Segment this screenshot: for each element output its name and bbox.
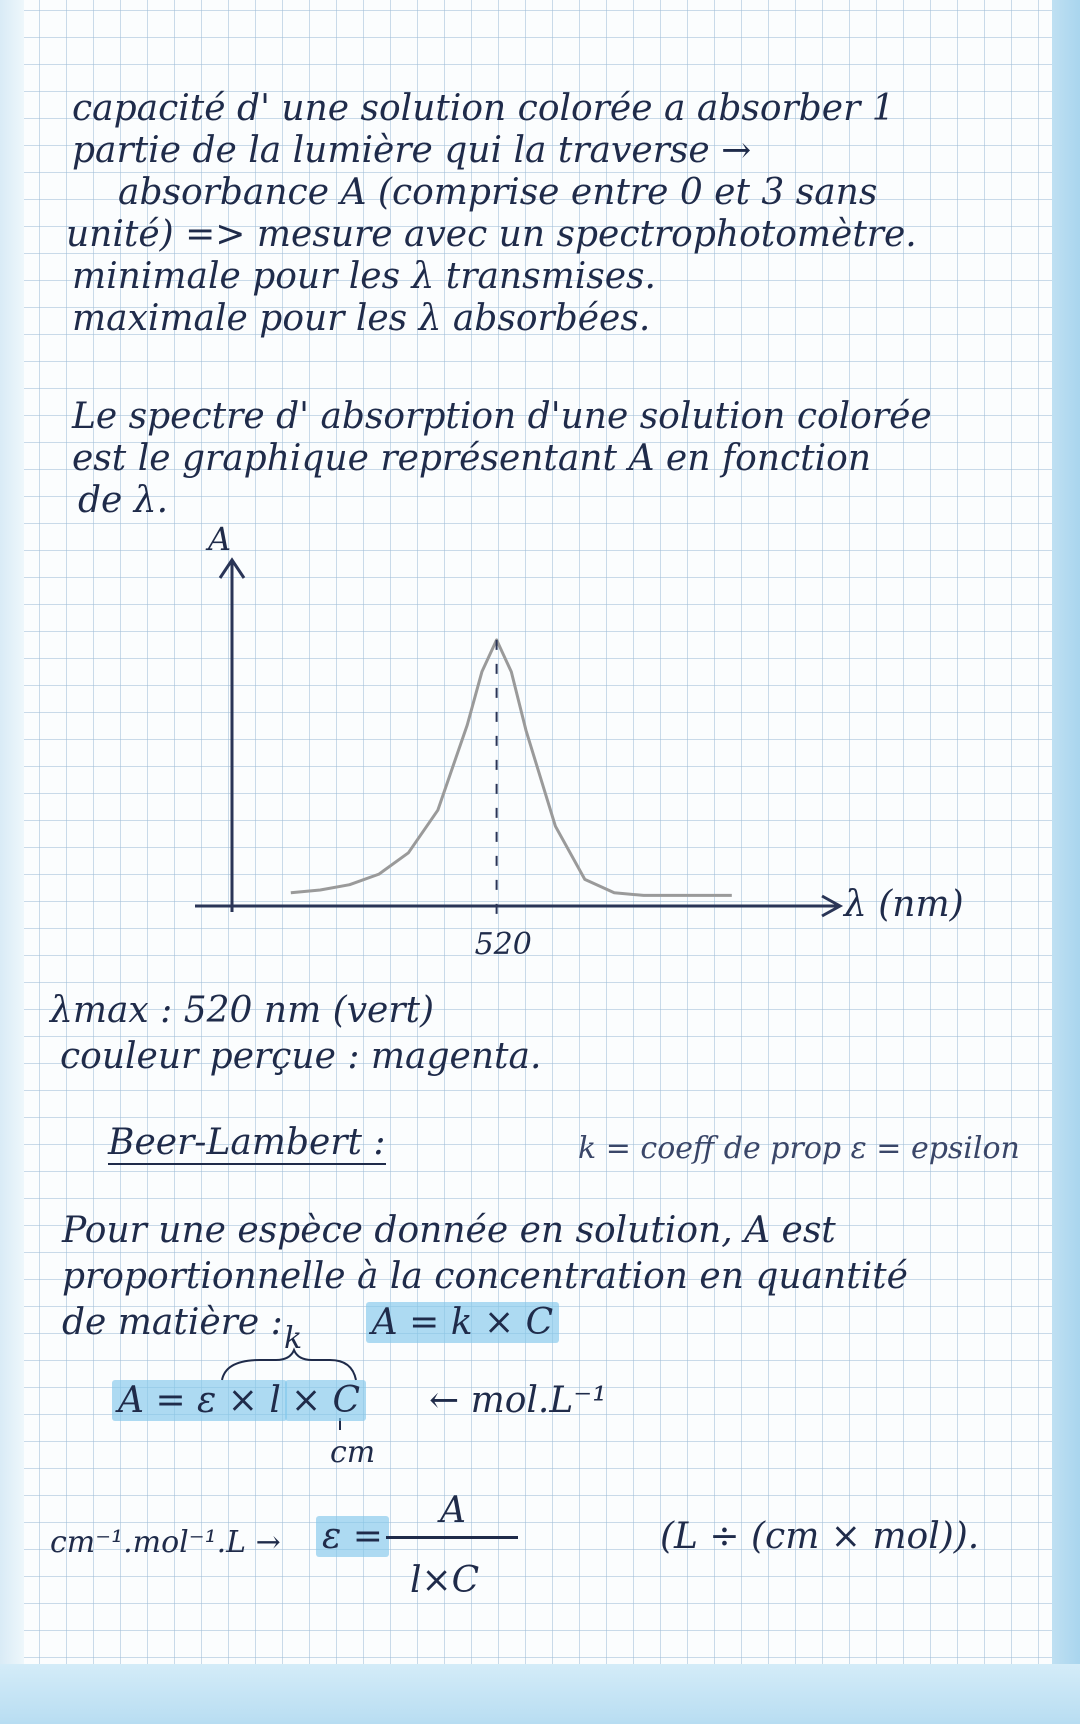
intro-line-4: unité) => mesure avec un spectrophotomètre. [66, 214, 917, 255]
spectre-line-3: de λ. [78, 480, 169, 521]
epsilon-denominator: l×C [410, 1560, 480, 1601]
law-line-3 [62, 1302, 559, 1344]
spectre-line-2: est le graphique représentant A en fonction [72, 438, 872, 479]
x-axis-label: λ (nm) [844, 884, 964, 925]
intro-line-5: minimale pour les λ transmises. [72, 256, 656, 297]
fraction-bar [386, 1536, 518, 1539]
epsilon-formula-c: × C [285, 1380, 366, 1421]
law-line-2: proportionnelle à la concentration en quantité [62, 1256, 908, 1297]
beer-lambert-title-wrap [108, 1122, 386, 1164]
concentration-unit: ← mol.L⁻¹ [429, 1380, 607, 1421]
length-unit-cm: cm [330, 1435, 376, 1470]
epsilon-formula [112, 1380, 607, 1422]
intro-line-2: partie de la lumière qui la traverse → [72, 130, 752, 171]
absorption-curve [291, 640, 732, 896]
beer-lambert-formula: A = k × C [366, 1302, 559, 1343]
epsilon-numerator: A [440, 1490, 466, 1531]
epsilon-units: cm⁻¹.mol⁻¹.L → [50, 1525, 281, 1560]
epsilon-formula-main: A = ε × l [112, 1380, 287, 1421]
epsilon-eq: ε = [316, 1516, 389, 1557]
beer-lambert-title: Beer-Lambert : [108, 1122, 386, 1163]
lmax-line: λmax : 520 nm (vert) [50, 990, 435, 1031]
law-line-3-text: de matière : [62, 1302, 283, 1343]
intro-line-1: capacité d' une solution colorée a absorber 1 [72, 88, 895, 129]
brace-k-label: k [284, 1321, 303, 1356]
intro-line-3: absorbance A (comprise entre 0 et 3 sans [118, 172, 878, 213]
spectre-line-1: Le spectre d' absorption d'une solution colorée [72, 396, 932, 437]
beer-lambert-note: k = coeff de prop ε = epsilon [578, 1131, 1020, 1166]
y-axis-label: A [208, 520, 232, 558]
units-note: (L ÷ (cm × mol)). [660, 1516, 980, 1557]
peak-tick-label: 520 [474, 927, 532, 962]
intro-line-6: maximale pour les λ absorbées. [72, 298, 651, 339]
perceived-color-line: couleur perçue : magenta. [60, 1036, 542, 1077]
law-line-1: Pour une espèce donnée en solution, A est [62, 1210, 836, 1251]
epsilon-eq-wrap [316, 1516, 389, 1558]
